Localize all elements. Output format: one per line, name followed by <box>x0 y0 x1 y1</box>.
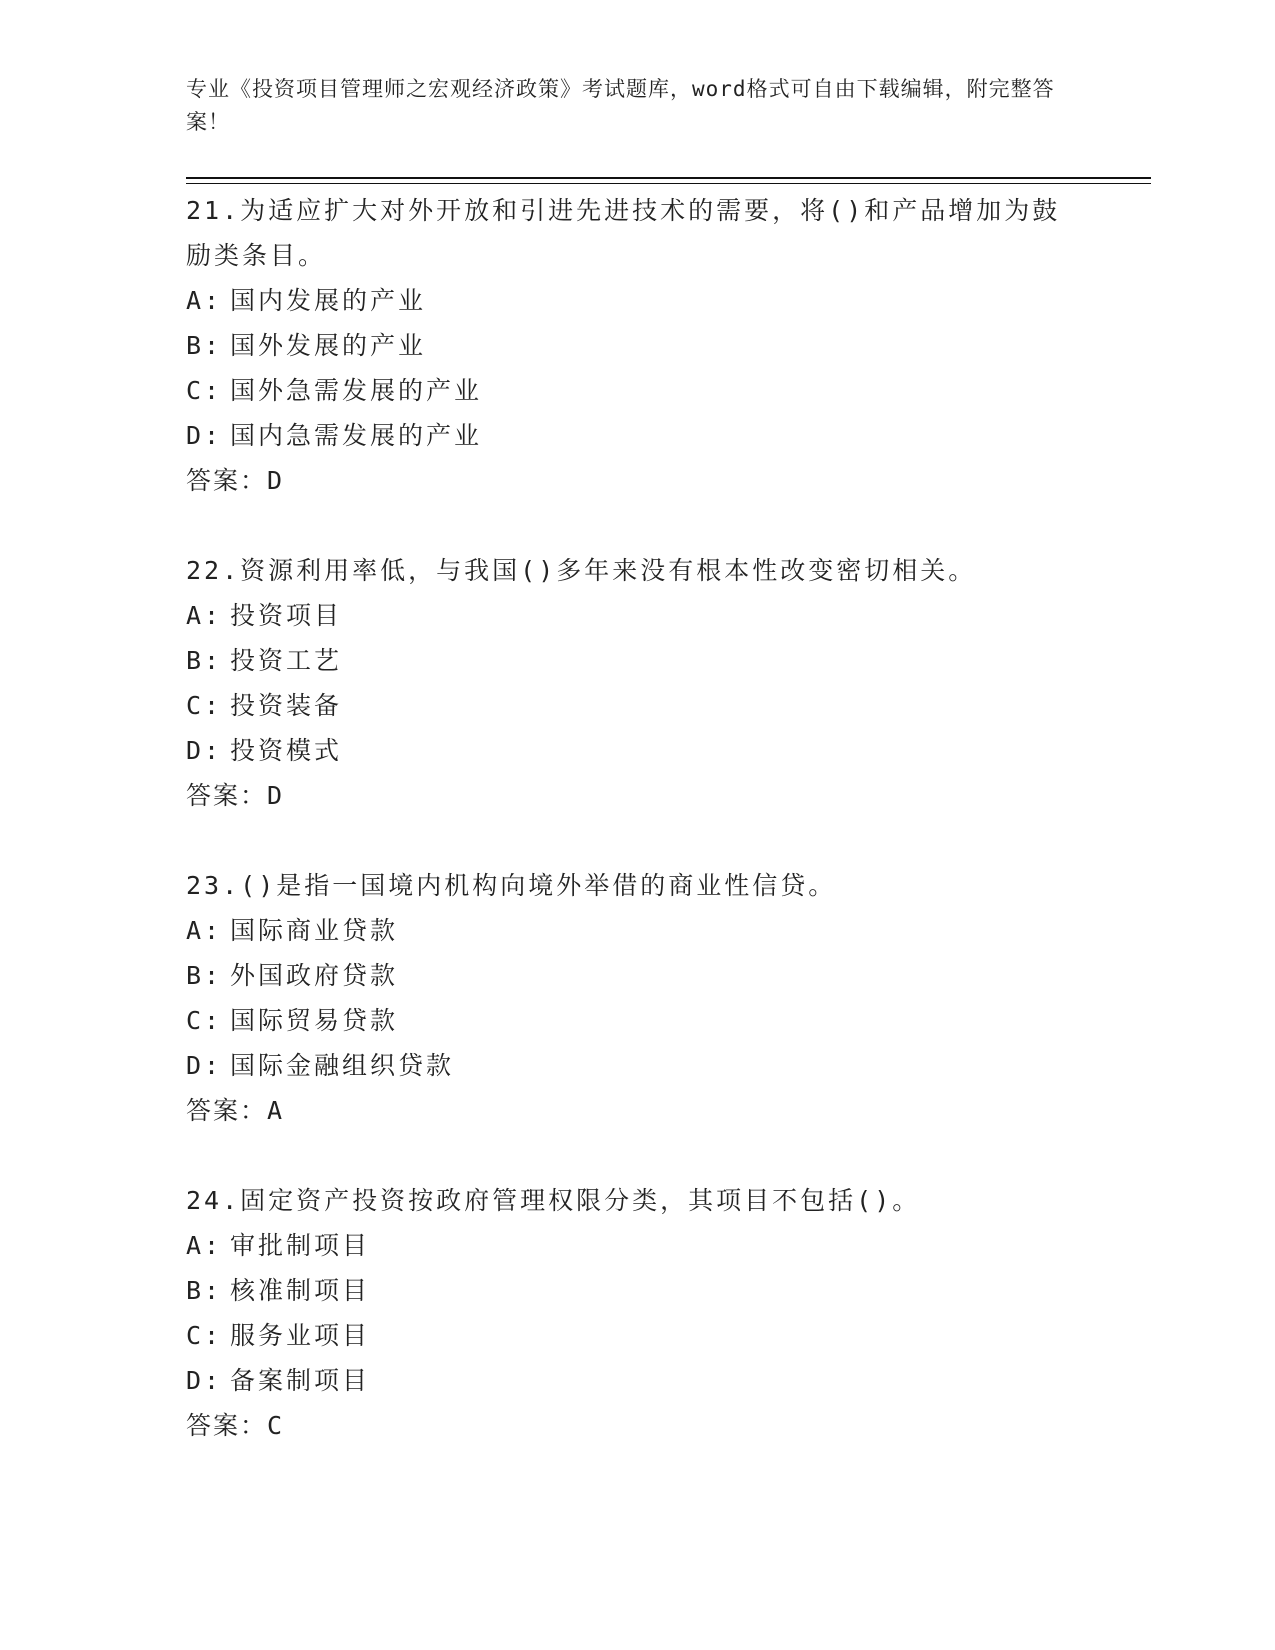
question-stem: 21.为适应扩大对外开放和引进先进技术的需要，将()和产品增加为鼓励类条目。 <box>186 196 1061 270</box>
option-b <box>186 638 1086 683</box>
option-letter: B: <box>186 646 223 675</box>
option-c <box>186 683 1086 728</box>
option-text: 审批制项目 <box>230 1231 371 1260</box>
question-stem: 24.固定资产投资按政府管理权限分类，其项目不包括()。 <box>186 1186 921 1215</box>
option-letter: B: <box>186 961 223 990</box>
option-c <box>186 368 1086 413</box>
option-a <box>186 1223 1086 1268</box>
option-c <box>186 1313 1086 1358</box>
option-letter: D: <box>186 736 223 765</box>
option-a <box>186 593 1086 638</box>
option-letter: D: <box>186 421 223 450</box>
option-text: 国际商业贷款 <box>230 916 399 945</box>
option-d <box>186 728 1086 773</box>
option-letter: B: <box>186 331 223 360</box>
option-d <box>186 1043 1086 1088</box>
option-d <box>186 413 1086 458</box>
answer-label: 答案： <box>186 1411 268 1440</box>
answer-value: A <box>267 1096 286 1125</box>
question-22 <box>186 548 1086 818</box>
answer-value: C <box>267 1411 286 1440</box>
answer-label: 答案： <box>186 781 268 810</box>
option-text: 外国政府贷款 <box>230 961 399 990</box>
option-text: 投资项目 <box>230 601 343 630</box>
option-text: 服务业项目 <box>230 1321 371 1350</box>
option-text: 国内发展的产业 <box>230 286 427 315</box>
option-b <box>186 953 1086 998</box>
answer-line <box>186 1088 1086 1133</box>
option-b <box>186 323 1086 368</box>
option-text: 国外急需发展的产业 <box>230 376 483 405</box>
option-letter: C: <box>186 1321 223 1350</box>
question-24 <box>186 1178 1086 1448</box>
answer-line <box>186 458 1086 503</box>
question-21 <box>186 188 1086 503</box>
option-letter: A: <box>186 1231 223 1260</box>
answer-value: D <box>267 466 286 495</box>
option-text: 国际贸易贷款 <box>230 1006 399 1035</box>
option-text: 投资工艺 <box>230 646 343 675</box>
question-list <box>186 188 1086 1493</box>
question-stem: 22.资源利用率低，与我国()多年来没有根本性改变密切相关。 <box>186 556 977 585</box>
option-text: 投资装备 <box>230 691 343 720</box>
answer-label: 答案： <box>186 466 268 495</box>
answer-line <box>186 1403 1086 1448</box>
option-d <box>186 1358 1086 1403</box>
answer-label: 答案： <box>186 1096 268 1125</box>
option-letter: C: <box>186 1006 223 1035</box>
document-header: 专业《投资项目管理师之宏观经济政策》考试题库，word格式可自由下载编辑，附完整答案！ <box>186 77 1055 134</box>
option-letter: A: <box>186 286 223 315</box>
header-divider-thick <box>186 177 1151 179</box>
answer-line <box>186 773 1086 818</box>
option-letter: A: <box>186 916 223 945</box>
option-text: 国内急需发展的产业 <box>230 421 483 450</box>
option-letter: D: <box>186 1366 223 1395</box>
option-a <box>186 278 1086 323</box>
option-letter: C: <box>186 376 223 405</box>
option-a <box>186 908 1086 953</box>
header-divider-thin <box>186 183 1151 184</box>
option-text: 投资模式 <box>230 736 343 765</box>
option-letter: D: <box>186 1051 223 1080</box>
option-letter: A: <box>186 601 223 630</box>
option-b <box>186 1268 1086 1313</box>
option-text: 国际金融组织贷款 <box>230 1051 455 1080</box>
option-text: 备案制项目 <box>230 1366 371 1395</box>
option-letter: C: <box>186 691 223 720</box>
option-text: 核准制项目 <box>230 1276 371 1305</box>
option-c <box>186 998 1086 1043</box>
answer-value: D <box>267 781 286 810</box>
question-stem: 23.()是指一国境内机构向境外举借的商业性信贷。 <box>186 871 837 900</box>
option-text: 国外发展的产业 <box>230 331 427 360</box>
question-23 <box>186 863 1086 1133</box>
option-letter: B: <box>186 1276 223 1305</box>
